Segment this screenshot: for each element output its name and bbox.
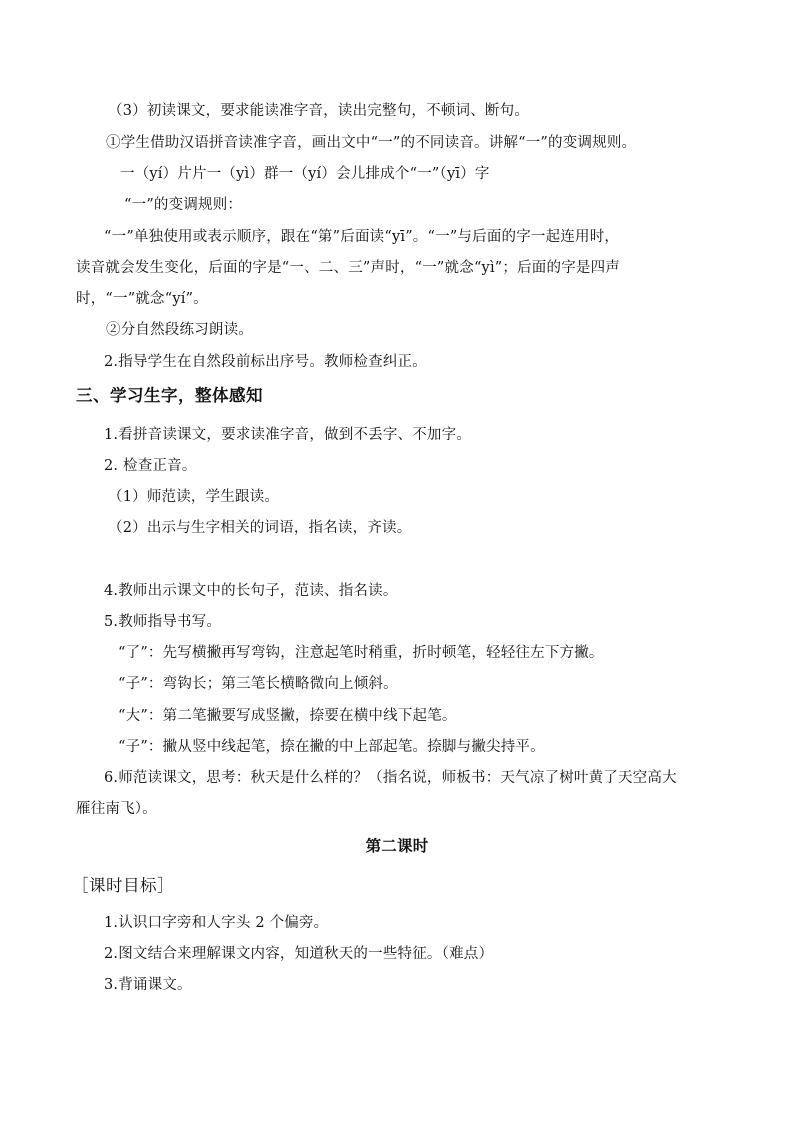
text-line-tone-rule-1: “一”单独使用或表示顺序，跟在“第”后面读“yī”。“一”与后面的字一起连用时， [104,229,620,245]
text-line-goal-radicals: 1.认识口字旁和人字头 2 个偏旁。 [104,915,329,931]
text-line-goal-understanding: 2.图文结合来理解课文内容，知道秋天的一些特征。（难点） [104,946,494,962]
text-line-pinyin-tones: ①学生借助汉语拼音读准字音，画出文中“一”的不同读音。讲解“一”的变调规则。 [106,135,637,151]
lesson-title-second-period: 第二课时 [365,836,429,855]
text-line-teacher-reading: （1）师范读，学生跟读。 [108,489,280,505]
text-line-tone-rule-3: 时，“一”就念“yí”。 [76,291,208,307]
text-line-tone-rule-label: “一”的变调规则： [124,197,243,213]
text-line-pinyin-reading: 1.看拼音读课文，要求读准字音，做到不丢字、不加字。 [104,427,472,443]
section-heading-lesson-goals: ［课时目标］ [72,876,174,895]
text-line-autumn-question: 6.师范读课文，思考：秋天是什么样的？（指名说，师板书：天气凉了树叶黄了天空高大 [104,770,677,786]
text-line-yi-examples: 一（yí）片片一（yì）群一（yí）会儿排成个“一”（yī）字 [120,166,490,182]
text-line-show-words: （2）出示与生字相关的词语，指名读，齐读。 [108,520,412,536]
text-line-initial-reading: （3）初读课文，要求能读准字音，读出完整句，不顿词、断句。 [108,103,530,119]
text-line-tone-rule-2: 读音就会发生变化，后面的字是“一、二、三”声时，“一”就念“yì”；后面的字是四声 [76,260,621,276]
text-line-check-pronunciation: 2. 检查正音。 [104,458,197,474]
text-line-char-zi-1: “子”：弯钩长；第三笔长横略微向上倾斜。 [118,676,398,692]
text-line-paragraph-numbering: 2.指导学生在自然段前标出序号。教师检查纠正。 [104,354,427,370]
text-line-paragraph-reading: ②分自然段练习朗读。 [106,322,253,338]
text-line-char-zi-2: “子”：撇从竖中线起笔，捺在撇的中上部起笔。捺脚与撇尖持平。 [118,739,545,755]
text-line-autumn-answer: 雁往南飞）。 [76,801,157,817]
section-heading-learn-characters: 三、学习生字，整体感知 [76,386,263,405]
text-line-writing-guide: 5.教师指导书写。 [104,614,222,630]
text-line-goal-recite: 3.背诵课文。 [104,977,192,993]
text-line-long-sentences: 4.教师出示课文中的长句子，范读、指名读。 [104,583,398,599]
text-line-char-da: “大”：第二笔撇要写成竖撇，捺要在横中线下起笔。 [118,708,457,724]
text-line-char-le: “了”：先写横撇再写弯钩，注意起笔时稍重，折时顿笔，轻轻往左下方撇。 [118,645,604,661]
